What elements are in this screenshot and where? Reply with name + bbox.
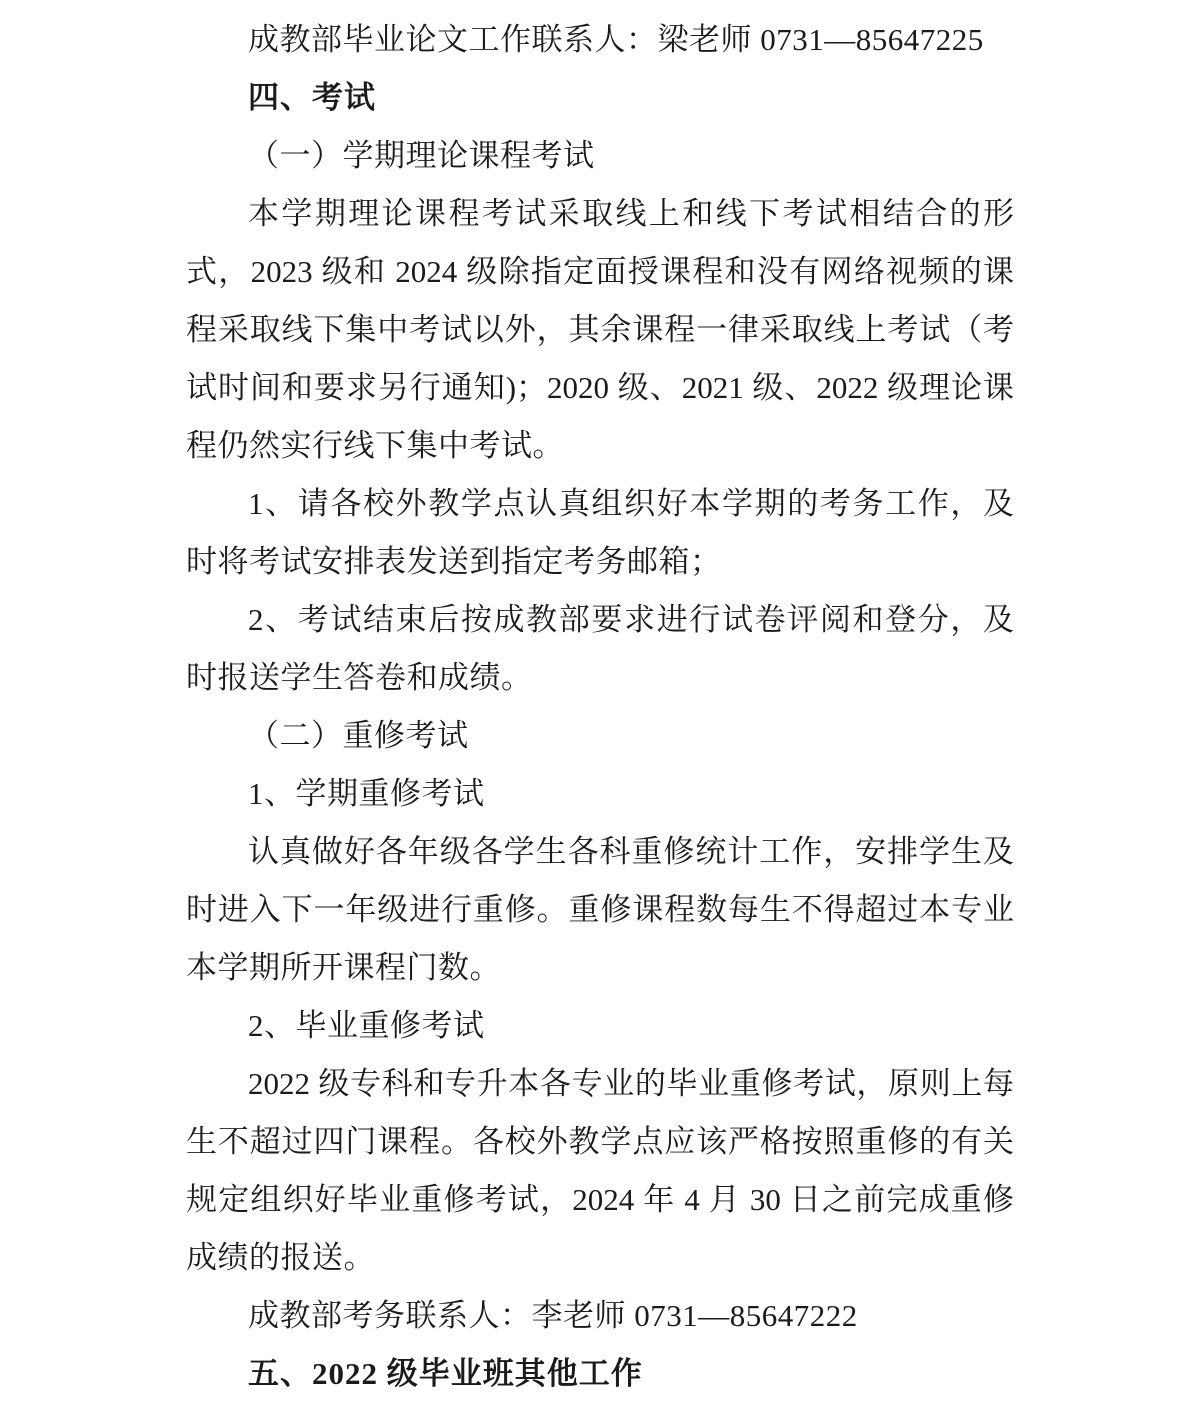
text-line: 2、毕业重修考试: [248, 1008, 485, 1043]
text-line: 生不超过四门课程。各校外教学点应该严格按照重修的有关: [186, 1124, 1014, 1159]
text-line: 1、请各校外教学点认真组织好本学期的考务工作，及: [248, 486, 1014, 521]
text-line: 1、学期重修考试: [248, 776, 485, 811]
text-line: 2022 级专科和专升本各专业的毕业重修考试，原则上每: [248, 1066, 1014, 1101]
text-line: （二）重修考试: [248, 718, 469, 753]
text-line: 程采取线下集中考试以外，其余课程一律采取线上考试（考: [186, 312, 1014, 347]
text-line: 成绩的报送。: [186, 1240, 375, 1275]
text-line: 2、考试结束后按成教部要求进行试卷评阅和登分，及: [248, 602, 1014, 637]
text-line: 认真做好各年级各学生各科重修统计工作，安排学生及: [248, 834, 1014, 869]
text-line: 式，2023 级和 2024 级除指定面授课程和没有网络视频的课: [186, 254, 1014, 289]
text-line: 本学期理论课程考试采取线上和线下考试相结合的形: [248, 196, 1014, 231]
section-heading-line: 四、考试: [248, 80, 376, 115]
text-line: 规定组织好毕业重修考试，2024 年 4 月 30 日之前完成重修: [186, 1182, 1014, 1217]
section-heading-line: 五、2022 级毕业班其他工作: [248, 1356, 643, 1391]
text-line: 程仍然实行线下集中考试。: [186, 428, 564, 463]
text-line: 时将考试安排表发送到指定考务邮箱；: [186, 544, 722, 579]
text-line: 成教部毕业论文工作联系人：梁老师 0731—85647225: [248, 22, 984, 57]
text-line: 试时间和要求另行通知)；2020 级、2021 级、2022 级理论课: [186, 370, 1014, 405]
text-line: 时报送学生答卷和成绩。: [186, 660, 533, 695]
text-line: 成教部考务联系人：李老师 0731—85647222: [248, 1298, 858, 1333]
text-line: 本学期所开课程门数。: [186, 950, 501, 985]
text-line: （一）学期理论课程考试: [248, 138, 595, 173]
text-line: 时进入下一年级进行重修。重修课程数每生不得超过本专业: [186, 892, 1014, 927]
